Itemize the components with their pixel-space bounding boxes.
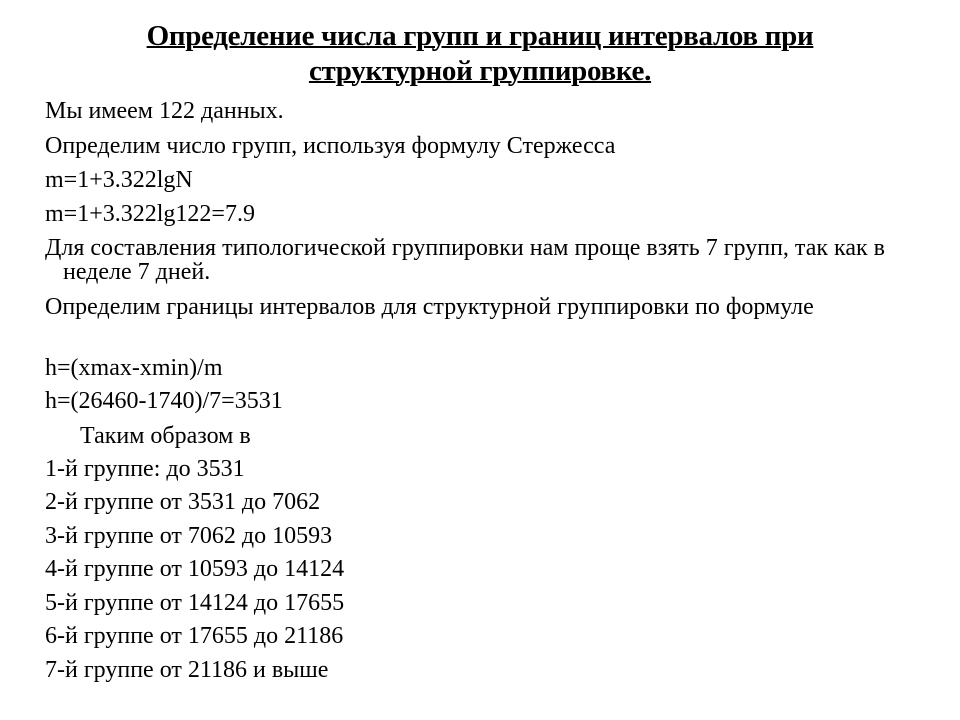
text-paragraph: Определим границы интервалов для структурной группировки по формуле <box>45 294 814 320</box>
page-title-line-1: Определение числа групп и границ интервалов при <box>146 20 814 52</box>
group-line: 1-й группе: до 3531 <box>45 456 245 482</box>
group-line: 7-й группе от 21186 и выше <box>45 657 329 683</box>
formula-line: m=1+3.322lg122=7.9 <box>45 201 255 227</box>
formula-line: h=(xmax-xmin)/m <box>45 355 223 381</box>
group-line: 2-й группе от 3531 до 7062 <box>45 489 321 515</box>
page-title-line-2: структурной группировке. <box>308 55 652 87</box>
group-line: 5-й группе от 14124 до 17655 <box>45 590 345 616</box>
text-line: Определим число групп, используя формулу Стержесса <box>45 133 616 159</box>
formula-line: m=1+3.322lgN <box>45 167 193 193</box>
group-line: 4-й группе от 10593 до 14124 <box>45 556 345 582</box>
text-line: Мы имеем 122 данных. <box>45 98 284 124</box>
group-line: 3-й группе от 7062 до 10593 <box>45 523 333 549</box>
text-paragraph: Для составления типологической группировки нам проще взять 7 групп, так как в неделе 7 дней. <box>45 235 885 285</box>
text-line: Таким образом в <box>80 423 251 449</box>
group-line: 6-й группе от 17655 до 21186 <box>45 623 344 649</box>
formula-line: h=(26460-1740)/7=3531 <box>45 388 283 414</box>
